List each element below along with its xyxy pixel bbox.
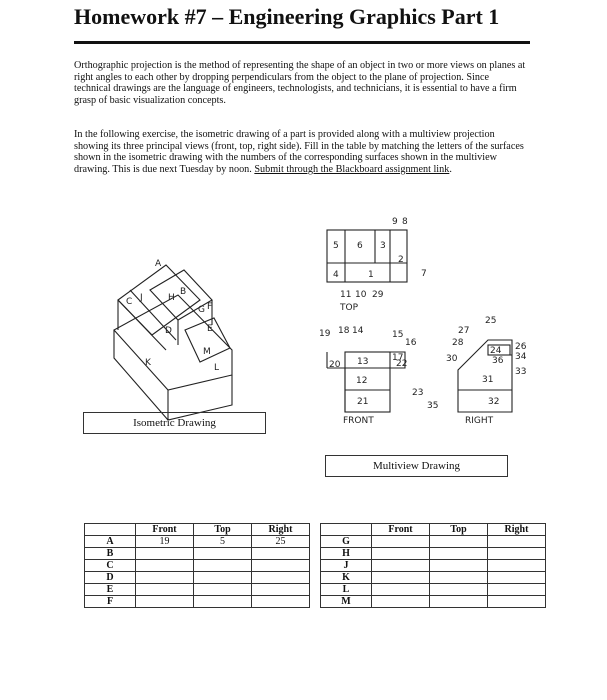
front-view-label: FRONT <box>343 416 374 426</box>
top-cell[interactable] <box>430 572 488 584</box>
table-row <box>85 596 310 608</box>
multiview-caption: Multiview Drawing <box>325 455 508 477</box>
row-letter: A <box>85 536 136 548</box>
row-letter: D <box>85 572 136 584</box>
iso-letter-m: M <box>203 347 211 357</box>
iso-letter-f: F <box>207 302 213 312</box>
header-right: Right <box>488 524 546 536</box>
top-num-10: 10 <box>355 290 367 300</box>
header-blank <box>321 524 372 536</box>
front-num-12: 12 <box>356 376 368 386</box>
top-num-11: 11 <box>340 290 352 300</box>
front-view-numbers <box>319 326 423 426</box>
top-cell[interactable]: 5 <box>194 536 252 548</box>
top-num-5: 5 <box>333 241 339 251</box>
right-num-35: 35 <box>427 401 439 411</box>
front-cell[interactable] <box>136 560 194 572</box>
row-letter: H <box>321 548 372 560</box>
right-num-31: 31 <box>482 375 494 385</box>
table-row <box>321 548 546 560</box>
right-cell[interactable]: 25 <box>252 536 310 548</box>
top-num-3: 3 <box>380 241 386 251</box>
right-cell[interactable] <box>252 584 310 596</box>
top-cell[interactable] <box>194 596 252 608</box>
top-num-6: 6 <box>357 241 363 251</box>
right-num-34: 34 <box>515 352 527 362</box>
table-row <box>85 536 310 548</box>
iso-letter-b: B <box>180 287 187 297</box>
top-cell[interactable] <box>194 548 252 560</box>
front-cell[interactable] <box>372 572 430 584</box>
top-num-2: 2 <box>398 255 404 265</box>
right-cell[interactable] <box>252 560 310 572</box>
table-header-row <box>321 524 546 536</box>
front-num-15: 15 <box>392 330 404 340</box>
right-num-36: 36 <box>492 356 504 366</box>
row-letter: M <box>321 596 372 608</box>
table-header-row <box>85 524 310 536</box>
header-front: Front <box>372 524 430 536</box>
iso-letter-j: J <box>140 293 143 303</box>
front-num-19: 19 <box>319 329 331 339</box>
front-cell[interactable] <box>372 560 430 572</box>
top-num-4: 4 <box>333 270 339 280</box>
front-cell[interactable] <box>372 596 430 608</box>
iso-letter-e: E <box>207 324 213 334</box>
iso-letter-h: H <box>168 293 175 303</box>
iso-letter-d: D <box>165 326 172 336</box>
right-cell[interactable] <box>488 596 546 608</box>
right-cell[interactable] <box>488 572 546 584</box>
front-cell[interactable] <box>136 572 194 584</box>
row-letter: E <box>85 584 136 596</box>
top-view-numbers <box>333 217 427 313</box>
header-blank <box>85 524 136 536</box>
top-cell[interactable] <box>430 596 488 608</box>
right-cell[interactable] <box>252 596 310 608</box>
iso-letter-g: G <box>198 305 205 315</box>
top-num-9: 9 <box>392 217 398 227</box>
row-letter: L <box>321 584 372 596</box>
top-num-1: 1 <box>368 270 374 280</box>
header-front: Front <box>136 524 194 536</box>
right-cell[interactable] <box>252 548 310 560</box>
header-top: Top <box>194 524 252 536</box>
top-cell[interactable] <box>194 560 252 572</box>
front-num-18: 18 <box>338 326 350 336</box>
front-num-21: 21 <box>357 397 369 407</box>
right-num-33: 33 <box>515 367 527 377</box>
intro-paragraph: Orthographic projection is the method of representing the shape of an object in two or more views on planes at right angles to each other by dropping perpendiculars from the object to the plane of projection. Since technical drawings are the language of engineers, technologists, and technicians, it is essential to have a firm grasp of basic visualization concepts. <box>74 60 526 106</box>
instructions-text: In the following exercise, the isometric drawing of a part is provided along with a multiview projection showing its three principal views (front, top, right side). Fill in the table by matching the letters of the surfaces shown in the isometric drawing with the numbers of the corresponding surfaces shown in the multiview drawing. This is due next Tuesday by noon. <box>74 129 524 175</box>
blackboard-link[interactable]: Submit through the Blackboard assignment link <box>254 163 450 175</box>
front-cell[interactable] <box>136 584 194 596</box>
iso-letter-c: C <box>126 297 133 307</box>
row-letter: B <box>85 548 136 560</box>
right-num-27: 27 <box>458 326 470 336</box>
right-cell[interactable] <box>488 548 546 560</box>
top-cell[interactable] <box>194 572 252 584</box>
top-cell[interactable] <box>430 536 488 548</box>
top-cell[interactable] <box>430 560 488 572</box>
header-top: Top <box>430 524 488 536</box>
row-letter: J <box>321 560 372 572</box>
table-row <box>321 536 546 548</box>
top-view-label: TOP <box>340 303 359 313</box>
table-row <box>321 584 546 596</box>
row-letter: C <box>85 560 136 572</box>
right-cell[interactable] <box>488 584 546 596</box>
front-num-23: 23 <box>412 388 424 398</box>
top-cell[interactable] <box>430 548 488 560</box>
isometric-caption: Isometric Drawing <box>83 412 266 434</box>
top-view <box>327 230 407 282</box>
front-num-17: 17 <box>392 353 404 363</box>
right-num-28: 28 <box>452 338 464 348</box>
top-num-29: 29 <box>372 290 384 300</box>
right-view-label: RIGHT <box>465 416 494 426</box>
front-cell[interactable] <box>136 548 194 560</box>
right-num-25: 25 <box>485 316 497 326</box>
front-num-13: 13 <box>357 357 369 367</box>
table-row <box>321 560 546 572</box>
right-num-30: 30 <box>446 354 458 364</box>
iso-letter-l: L <box>214 363 220 373</box>
header-right: Right <box>252 524 310 536</box>
table-row <box>85 548 310 560</box>
isometric-drawing <box>114 265 232 420</box>
front-num-22: 22 <box>396 359 408 369</box>
front-cell[interactable] <box>372 584 430 596</box>
top-cell[interactable] <box>430 584 488 596</box>
front-cell[interactable]: 19 <box>136 536 194 548</box>
right-cell[interactable] <box>488 536 546 548</box>
right-cell[interactable] <box>252 572 310 584</box>
front-cell[interactable] <box>372 536 430 548</box>
instructions-end: . <box>449 163 452 175</box>
front-cell[interactable] <box>372 548 430 560</box>
front-cell[interactable] <box>136 596 194 608</box>
table-row <box>85 560 310 572</box>
front-num-20: 20 <box>329 360 341 370</box>
right-num-26: 26 <box>515 342 527 352</box>
table-row <box>321 596 546 608</box>
front-num-16: 16 <box>405 338 417 348</box>
row-letter: F <box>85 596 136 608</box>
row-letter: G <box>321 536 372 548</box>
row-letter: K <box>321 572 372 584</box>
right-cell[interactable] <box>488 560 546 572</box>
top-cell[interactable] <box>194 584 252 596</box>
top-num-7: 7 <box>421 269 427 279</box>
iso-letter-k: K <box>145 358 151 368</box>
top-num-8: 8 <box>402 217 408 227</box>
answer-table-right <box>320 523 546 608</box>
page-title: Homework #7 – Engineering Graphics Part 1 <box>74 4 500 29</box>
answer-table-left <box>84 523 310 608</box>
table-row <box>85 572 310 584</box>
table-row <box>321 572 546 584</box>
iso-letter-a: A <box>155 259 162 269</box>
front-num-14: 14 <box>352 326 364 336</box>
table-row <box>85 584 310 596</box>
right-num-24: 24 <box>490 346 502 356</box>
right-num-32: 32 <box>488 397 500 407</box>
